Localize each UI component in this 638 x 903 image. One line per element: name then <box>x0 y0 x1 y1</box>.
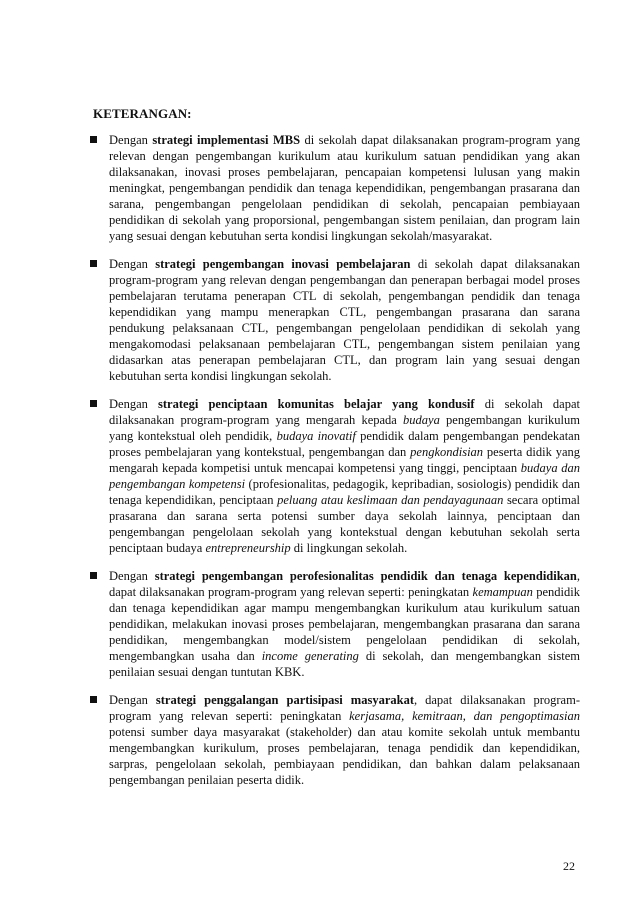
strategy-term: strategi pengembangan inovasi pembelajaran <box>155 257 411 271</box>
paragraph <box>109 568 580 680</box>
text-run: , dapat dilaksanakan program-program yang relevan seperti: peningkatan <box>109 569 580 599</box>
paragraph <box>109 132 580 244</box>
emphasis-text: budaya dan pengembangan kompetensi <box>109 461 580 491</box>
paragraph <box>109 256 580 384</box>
square-bullet-icon <box>90 136 97 143</box>
list-item <box>90 692 580 788</box>
text-run: secara optimal prasarana dan sarana serta potensi sumber daya sekolah lainnya, penciptaan dan pengembangan pengelolaan sekolah yang kontekstual dengan kebutuhan sekolah serta penciptaan budaya <box>109 493 580 555</box>
text-run: Dengan <box>109 569 155 583</box>
text-run: Dengan <box>109 397 159 411</box>
paragraph <box>109 692 580 788</box>
strategy-term: strategi penggalangan partisipasi masyarakat <box>155 693 414 707</box>
text-run: Dengan <box>109 133 153 147</box>
page-number: 22 <box>563 859 575 873</box>
bullet-list <box>90 132 580 800</box>
emphasis-text: budaya inovatif <box>276 429 356 443</box>
square-bullet-icon <box>90 260 97 267</box>
section-heading: KETERANGAN: <box>93 106 192 121</box>
text-run: peserta didik yang mengarah kepada kompetisi untuk mencapai kompetensi yang tinggi, penciptaan <box>109 445 581 475</box>
list-item <box>90 132 580 244</box>
list-item <box>90 396 580 556</box>
strategy-term: strategi pengembangan perofesionalitas pendidik dan tenaga kependidikan <box>154 569 577 583</box>
text-run: Dengan <box>109 693 156 707</box>
emphasis-text: entrepreneurship <box>205 541 291 555</box>
emphasis-text: income generating <box>261 649 359 663</box>
text-run: Dengan <box>109 257 156 271</box>
text-run: , dapat dilaksanakan program-program yang relevan seperti: peningkatan <box>109 693 580 723</box>
emphasis-text: budaya <box>403 413 440 427</box>
text-run: di sekolah dapat dilaksanakan program-program yang relevan dengan pengembangan dan penerapan berbagai model proses pembelajaran terutama penerapan CTL di sekolah, pengembangan pendidik dan tenaga kependidikan yang mampu menerapkan CTL, pengembangan prasarana dan sarana pendukung pelaksanaan CTL, pengembangan pengelolaan pendidikan di sekolah yang mengakomodasi pelaksanaan pembelajaran CTL, pengembangan sistem penilaian yang didasarkan atas penerapan pembelajaran CTL, dan program lain yang sesuai dengan kebutuhan serta kondisi lingkungan sekolah. <box>109 257 581 383</box>
text-run: di sekolah dapat dilaksanakan program-program yang relevan dengan pengembangan kurikulum atau kurikulum satuan pendidikan yang akan dilaksanakan, inovasi proses pembelajaran, pencapaian kompetensi lulusan yang makin meningkat, pengembangan pendidik dan tenaga kependidikan, pengembangan prasarana dan sarana, pengembangan pengelolaan pendidikan di sekolah, pencapaian pembiayaan pendidikan di sekolah yang proporsional, pengembangan sistem penilaian, dan program lain yang sesuai dengan kebutuhan serta kondisi lingkungan sekolah/masyarakat. <box>109 133 581 243</box>
strategy-term: strategi implementasi MBS <box>152 133 301 147</box>
list-item <box>90 256 580 384</box>
text-run: (profesionalitas, pedagogik, kepribadian, sosiologis) pendidik dan tenaga kependidikan, penciptaan <box>109 477 581 507</box>
text-run: pendidik dalam pengembangan pendekatan proses pembelajaran yang kontekstual, pengembangan dan <box>109 429 580 459</box>
text-run: pendidik dan tenaga kependidikan agar mampu mengembangkan kurikulum atau kurikulum satuan pendidikan, melakukan inovasi proses pembelajaran, mengembangkan prasarana dan sarana pendidikan, mengembangkan model/sistem pengelolaan pendidikan di sekolah, mengembangkan usaha dan <box>109 585 581 663</box>
emphasis-text: kemampuan <box>472 585 533 599</box>
text-run: potensi sumber daya masyarakat (stakeholder) dan atau komite sekolah untuk membantu mengembangkan kurikulum, proses pembelajaran, tenaga pendidik dan kependidikan, sarpras, pengelolaan sekolah, pembiayaan pendidikan, dan bahkan dalam pelaksanaan pengembangan penilaian peserta didik. <box>109 725 580 787</box>
strategy-term: strategi penciptaan komunitas belajar yang kondusif <box>158 397 475 411</box>
emphasis-text: peluang atau keslimaan dan pendayagunaan <box>277 493 504 507</box>
paragraph <box>109 396 580 556</box>
text-run: pengembangan kurikulum yang kontekstual oleh pendidik, <box>109 413 580 443</box>
text-run: di sekolah, dan mengembangkan sistem penilaian sesuai dengan tuntutan KBK. <box>109 649 580 679</box>
square-bullet-icon <box>90 400 97 407</box>
square-bullet-icon <box>90 696 97 703</box>
text-run: di sekolah dapat dilaksanakan program-program yang mengarah kepada <box>109 397 580 427</box>
emphasis-text: kerjasama, kemitraan, dan pengoptimasian <box>349 709 580 723</box>
square-bullet-icon <box>90 572 97 579</box>
emphasis-text: pengkondisian <box>410 445 484 459</box>
text-run: di lingkungan sekolah. <box>290 541 408 555</box>
list-item <box>90 568 580 680</box>
